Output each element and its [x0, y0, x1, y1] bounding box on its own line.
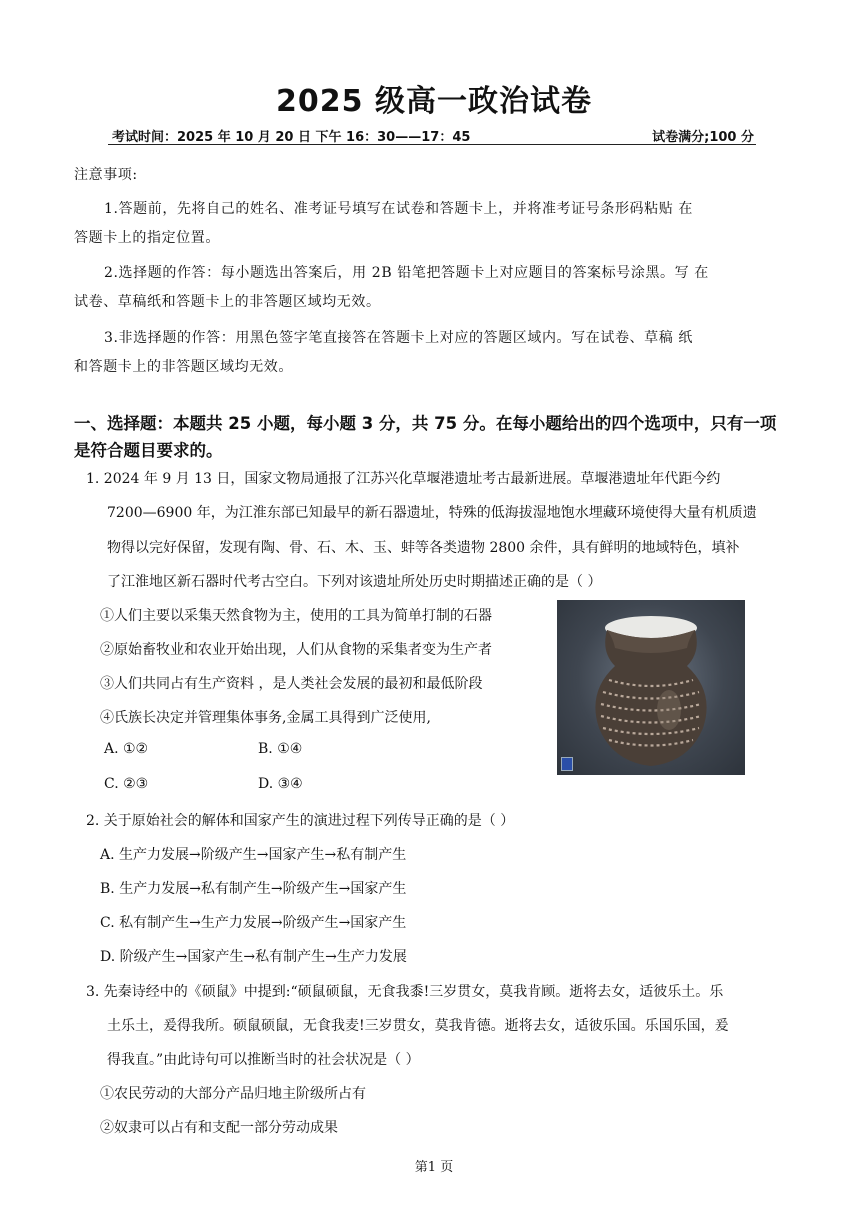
museum-logo-icon — [561, 757, 573, 771]
question-1-option-a: A. ①② — [104, 741, 149, 757]
question-2-stem: 2. 关于原始社会的解体和国家产生的演进过程下列传导正确的是（ ） — [86, 813, 515, 829]
pottery-jar-illustration — [557, 600, 745, 775]
note-line: 2.选择题的作答：每小题选出答案后，用 2B 铅笔把答题卡上对应题目的答案标号涂黑。写 在 — [104, 265, 709, 281]
question-3-item: ②奴隶可以占有和支配一部分劳动成果 — [100, 1120, 338, 1136]
question-1-stem: 物得以完好保留，发现有陶、骨、石、木、玉、蚌等各类遗物 2800 余件，具有鲜明的地域特色，填补 — [107, 540, 740, 556]
question-1-item: ②原始畜牧业和农业开始出现，人们从食物的采集者变为生产者 — [100, 642, 492, 658]
section-heading: 一、选择题：本题共 25 小题，每小题 3 分，共 75 分。在每小题给出的四个选项中，只有一项 — [74, 414, 777, 433]
notes-heading: 注意事项: — [74, 167, 138, 183]
page-title: 2025 级高一政治试卷 — [276, 84, 592, 119]
note-line: 和答题卡上的非答题区域均无效。 — [74, 359, 293, 375]
note-line: 答题卡上的指定位置。 — [74, 230, 220, 246]
question-1-option-c: C. ②③ — [104, 776, 149, 792]
full-score: 试卷满分;100 分 — [652, 130, 754, 145]
note-line: 试卷、草稿纸和答题卡上的非答题区域均无效。 — [74, 294, 381, 310]
section-heading: 是符合题目要求的。 — [74, 441, 223, 460]
exam-time: 考试时间：2025 年 10 月 20 日 下午 16：30——17：45 — [112, 130, 471, 145]
question-1-item: ③人们共同占有生产资料 ，是人类社会发展的最初和最低阶段 — [100, 676, 483, 692]
question-2-option-d: D. 阶级产生→国家产生→私有制产生→生产力发展 — [100, 949, 407, 965]
note-line: 1.答题前，先将自己的姓名、准考证号填写在试卷和答题卡上，并将准考证号条形码粘贴 在 — [104, 201, 694, 217]
question-2-option-c: C. 私有制产生→生产力发展→阶级产生→国家产生 — [100, 915, 407, 931]
question-1-item: ①人们主要以采集天然食物为主，使用的工具为简单打制的石器 — [100, 608, 492, 624]
question-1-option-d: D. ③④ — [258, 776, 303, 792]
question-3-stem: 3. 先秦诗经中的《硕鼠》中提到:“硕鼠硕鼠，无食我黍!三岁贯女，莫我肯顾。逝将去女，适彼乐土。乐 — [86, 984, 724, 1000]
question-3-item: ①农民劳动的大部分产品归地主阶级所占有 — [100, 1086, 366, 1102]
question-1-option-b: B. ①④ — [258, 741, 303, 757]
question-2-option-a: A. 生产力发展→阶级产生→国家产生→私有制产生 — [100, 847, 407, 863]
question-1-item: ④氏族长决定并管理集体事务,金属工具得到广泛使用, — [100, 710, 431, 726]
exam-info-line — [108, 126, 756, 145]
question-1-stem: 了江淮地区新石器时代考古空白。下列对该遗址所处历史时期描述正确的是（ ） — [107, 574, 602, 590]
question-1-stem: 1. 2024 年 9 月 13 日，国家文物局通报了江苏兴化草堰港遗址考古最新进展。草堰港遗址年代距今约 — [86, 471, 721, 487]
question-3-stem: 土乐土，爰得我所。硕鼠硕鼠，无食我麦!三岁贯女，莫我肯德。逝将去女，适彼乐国。乐国乐国，爰 — [107, 1018, 729, 1034]
page-number: 第1 页 — [414, 1160, 454, 1175]
note-line: 3.非选择题的作答：用黑色签字笔直接答在答题卡上对应的答题区域内。写在试卷、草稿 纸 — [104, 330, 694, 346]
question-2-option-b: B. 生产力发展→私有制产生→阶级产生→国家产生 — [100, 881, 407, 897]
question-3-stem: 得我直。”由此诗句可以推断当时的社会状况是（ ） — [107, 1052, 420, 1068]
pottery-jar-image — [557, 600, 745, 775]
question-1-stem: 7200—6900 年，为江淮东部已知最早的新石器遗址，特殊的低海拔湿地饱水埋藏环境使得大量有机质遗 — [107, 505, 757, 521]
